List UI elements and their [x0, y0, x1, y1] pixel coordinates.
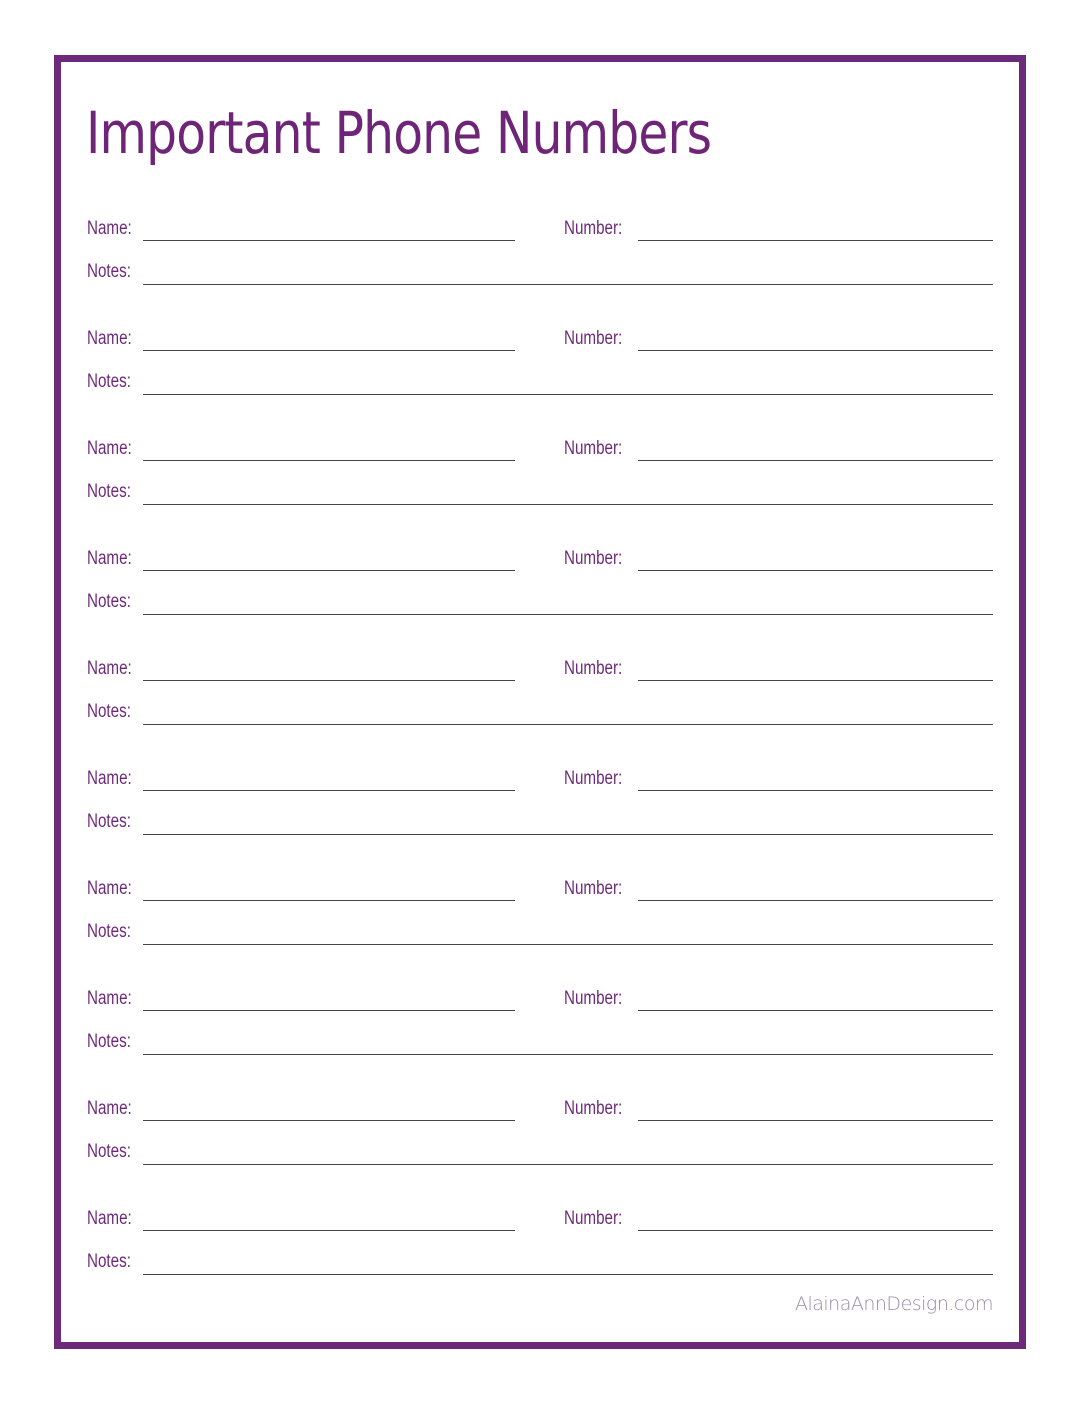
page-title: Important Phone Numbers: [86, 99, 712, 167]
number-label: Number:: [564, 768, 623, 789]
name-label: Name:: [87, 548, 132, 569]
name-field[interactable]: [143, 1120, 515, 1121]
number-label: Number:: [564, 548, 623, 569]
notes-label: Notes:: [87, 1031, 131, 1052]
name-field[interactable]: [143, 1230, 515, 1231]
notes-label: Notes:: [87, 1251, 131, 1272]
name-label: Name:: [87, 1208, 132, 1229]
number-field[interactable]: [638, 350, 993, 351]
number-field[interactable]: [638, 900, 993, 901]
notes-label: Notes:: [87, 481, 131, 502]
notes-field[interactable]: [143, 944, 993, 945]
number-label: Number:: [564, 1208, 623, 1229]
name-field[interactable]: [143, 1010, 515, 1011]
name-field[interactable]: [143, 570, 515, 571]
notes-label: Notes:: [87, 591, 131, 612]
notes-field[interactable]: [143, 1164, 993, 1165]
name-label: Name:: [87, 218, 132, 239]
notes-label: Notes:: [87, 1141, 131, 1162]
notes-label: Notes:: [87, 261, 131, 282]
name-field[interactable]: [143, 900, 515, 901]
notes-field[interactable]: [143, 284, 993, 285]
name-label: Name:: [87, 658, 132, 679]
number-field[interactable]: [638, 1120, 993, 1121]
number-label: Number:: [564, 328, 623, 349]
page-border: [54, 55, 1026, 1349]
footer-website: AlainaAnnDesign.com: [794, 1293, 993, 1315]
name-label: Name:: [87, 438, 132, 459]
number-field[interactable]: [638, 1230, 993, 1231]
number-field[interactable]: [638, 460, 993, 461]
name-label: Name:: [87, 988, 132, 1009]
name-label: Name:: [87, 878, 132, 899]
notes-field[interactable]: [143, 724, 993, 725]
notes-field[interactable]: [143, 504, 993, 505]
number-label: Number:: [564, 878, 623, 899]
notes-label: Notes:: [87, 811, 131, 832]
number-field[interactable]: [638, 1010, 993, 1011]
number-field[interactable]: [638, 790, 993, 791]
name-label: Name:: [87, 768, 132, 789]
number-field[interactable]: [638, 240, 993, 241]
notes-field[interactable]: [143, 834, 993, 835]
number-label: Number:: [564, 658, 623, 679]
notes-field[interactable]: [143, 614, 993, 615]
number-label: Number:: [564, 1098, 623, 1119]
notes-field[interactable]: [143, 1054, 993, 1055]
number-field[interactable]: [638, 680, 993, 681]
name-field[interactable]: [143, 790, 515, 791]
number-field[interactable]: [638, 570, 993, 571]
notes-label: Notes:: [87, 921, 131, 942]
number-label: Number:: [564, 218, 623, 239]
name-label: Name:: [87, 1098, 132, 1119]
number-label: Number:: [564, 988, 623, 1009]
name-label: Name:: [87, 328, 132, 349]
name-field[interactable]: [143, 460, 515, 461]
notes-label: Notes:: [87, 701, 131, 722]
notes-label: Notes:: [87, 371, 131, 392]
name-field[interactable]: [143, 240, 515, 241]
number-label: Number:: [564, 438, 623, 459]
name-field[interactable]: [143, 350, 515, 351]
name-field[interactable]: [143, 680, 515, 681]
notes-field[interactable]: [143, 1274, 993, 1275]
notes-field[interactable]: [143, 394, 993, 395]
